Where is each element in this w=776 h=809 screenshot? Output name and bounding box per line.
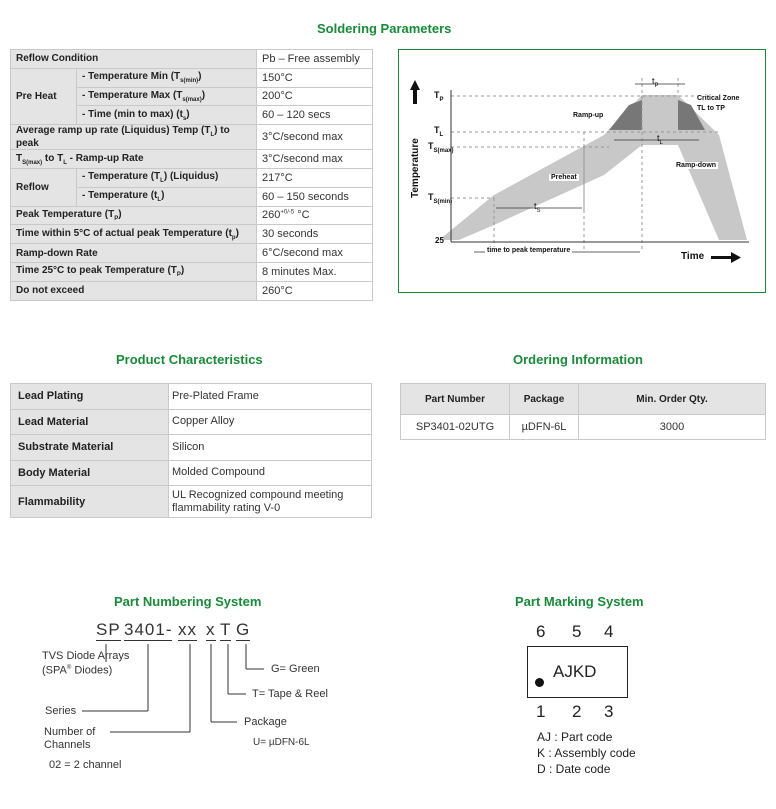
product-row-label: Flammability (11, 486, 169, 518)
soldering-row-label: Do not exceed (11, 281, 257, 300)
product-row-value: Molded Compound (169, 460, 372, 486)
ordering-cell: 3000 (579, 415, 766, 440)
soldering-row-value: 6°C/second max (257, 244, 373, 263)
numbering-heading: Part Numbering System (114, 594, 262, 609)
x-arrow-icon (731, 252, 741, 263)
product-row-label: Lead Plating (11, 384, 169, 410)
soldering-row (11, 50, 373, 69)
product-table (10, 383, 372, 518)
reflow-profile-diagram (398, 49, 766, 293)
pin1-dot-icon (535, 678, 544, 687)
product-row-value: Pre-Plated Frame (169, 384, 372, 410)
product-row (11, 486, 372, 518)
soldering-row-value: Pb – Free assembly (257, 50, 373, 69)
segment-green: G (236, 620, 251, 639)
segment-channels: xx (178, 620, 197, 639)
soldering-row-label: Peak Temperature $(T_P)$ (11, 206, 257, 225)
soldering-group-label: Reflow (11, 168, 77, 206)
marking-heading: Part Marking System (515, 594, 644, 609)
soldering-row (11, 225, 373, 244)
soldering-row-label: Time within 5°C of actual peak Temperature $(t_p)$ (11, 225, 257, 244)
soldering-row-value: 260°C (257, 281, 373, 300)
ordering-heading: Ordering Information (513, 352, 643, 367)
pin-3: 3 (604, 702, 614, 721)
series-label: Series (45, 705, 77, 717)
pin-1: 1 (536, 702, 546, 721)
soldering-row (11, 262, 373, 281)
package-value: U= µDFN-6L (253, 737, 310, 748)
segment-series: 3401- (124, 620, 173, 639)
soldering-row-value: 8 minutes Max. (257, 262, 373, 281)
tsmin-label: $T_{S(min)}$ (428, 192, 453, 205)
tp-label: $T_P$ (434, 90, 444, 103)
product-row (11, 384, 372, 410)
pin-6: 6 (536, 622, 546, 641)
critical-zone-left (609, 100, 642, 130)
product-row-label: Body Material (11, 460, 169, 486)
package-label: Package (244, 716, 287, 728)
ordering-column-header: Part Number (401, 384, 510, 415)
ordering-row (401, 415, 766, 440)
tp-time-label: $t_P$ (652, 76, 659, 89)
preheat-label: Preheat (551, 174, 577, 181)
soldering-row-value: 60 – 150 seconds (257, 187, 373, 206)
product-row-value: Silicon (169, 435, 372, 461)
product-row (11, 460, 372, 486)
product-row (11, 435, 372, 461)
critical-zone-label: Critical Zone TL to TP (697, 95, 740, 112)
tl-time-label: $t_L$ (657, 133, 663, 146)
soldering-row-label: Average ramp up rate (Liquidus) Temp $(T_L)$ to peak (11, 125, 257, 150)
soldering-row-label: - Temperature Min $(T_{s(min)})$ (77, 68, 257, 87)
product-row-value: Copper Alloy (169, 409, 372, 435)
soldering-row-label: - Temperature $(t_L)$ (77, 187, 257, 206)
x-axis-label: Time (681, 251, 705, 262)
ordering-cell: µDFN-6L (510, 415, 579, 440)
soldering-row (11, 168, 373, 187)
soldering-heading: Soldering Parameters (317, 21, 452, 36)
y-axis-label: Temperature (410, 138, 421, 198)
y-arrow-shaft (413, 90, 417, 104)
ordering-cell: SP3401-02UTG (401, 415, 510, 440)
soldering-row-label: $T_{S(max)}$ to $T_L$ - Ramp-up Rate (11, 150, 257, 169)
soldering-row (11, 281, 373, 300)
tvs-description: TVS Diode Arrays (SPA® Diodes) (42, 650, 130, 677)
soldering-row-value: 60 – 120 secs (257, 106, 373, 125)
tl-label: $T_L$ (434, 125, 444, 138)
legend-date-code: D : Date code (537, 762, 611, 776)
soldering-row-value: 3°C/second max (257, 125, 373, 150)
segment-sp: SP (96, 620, 121, 639)
soldering-row-value: 30 seconds (257, 225, 373, 244)
pin-5: 5 (572, 622, 582, 641)
tape-label: T= Tape & Reel (252, 688, 328, 700)
soldering-row-label: - Temperature $(T_L)$ (Liquidus) (77, 168, 257, 187)
ordering-column-header: Package (510, 384, 579, 415)
soldering-row-label: Ramp-down Rate (11, 244, 257, 263)
soldering-row-label: - Time (min to max) $(t_s)$ (77, 106, 257, 125)
soldering-row-value: 217°C (257, 168, 373, 187)
soldering-row-label: Reflow Condition (11, 50, 257, 69)
legend-assembly-code: K : Assembly code (537, 746, 636, 760)
soldering-group-label: Pre Heat (11, 68, 77, 124)
soldering-row-value: $260^{+0/-5}$ °C (257, 206, 373, 225)
product-row-label: Substrate Material (11, 435, 169, 461)
pin-2: 2 (572, 702, 582, 721)
tsmax-label: $T_{S(max)}$ (428, 141, 454, 154)
product-row (11, 409, 372, 435)
ramp-up-label: Ramp-up (573, 112, 604, 119)
time-to-peak-label: time to peak temperature (487, 247, 571, 254)
soldering-row (11, 244, 373, 263)
x-arrow-shaft (711, 256, 733, 259)
soldering-table (10, 49, 373, 301)
pin-4: 4 (604, 622, 614, 641)
segment-package: x (206, 620, 216, 639)
soldering-row-label: - Temperature Max $(T_{s(max)})$ (77, 87, 257, 106)
segment-tape: T (220, 620, 232, 639)
marking-legend (537, 729, 636, 777)
legend-part-code: AJ : Part code (537, 730, 613, 744)
soldering-row-label: Time 25°C to peak Temperature $(T_P)$ (11, 262, 257, 281)
marking-package (527, 646, 628, 698)
t25-label: 25 (435, 236, 444, 245)
soldering-row-value: 3°C/second max (257, 150, 373, 169)
channels-label: Number of Channels (44, 726, 96, 751)
soldering-row-value: 200°C (257, 87, 373, 106)
marking-code: AJKD (553, 662, 597, 681)
product-heading: Product Characteristics (116, 352, 263, 367)
product-row-value: UL Recognized compound meeting flammability rating V-0 (169, 486, 372, 518)
y-arrow-icon (410, 80, 420, 90)
ts-time-label: $t_S$ (534, 201, 541, 214)
soldering-row (11, 68, 373, 87)
product-row-label: Lead Material (11, 409, 169, 435)
channels-value: 02 = 2 channel (49, 759, 122, 771)
ordering-table (400, 383, 766, 440)
green-label: G= Green (271, 663, 320, 675)
soldering-row (11, 150, 373, 169)
reflow-profile-svg (399, 50, 764, 291)
soldering-row-value: 150°C (257, 68, 373, 87)
soldering-row (11, 125, 373, 150)
ordering-column-header: Min. Order Qty. (579, 384, 766, 415)
soldering-row (11, 206, 373, 225)
ramp-down-label: Ramp-down (676, 162, 717, 169)
